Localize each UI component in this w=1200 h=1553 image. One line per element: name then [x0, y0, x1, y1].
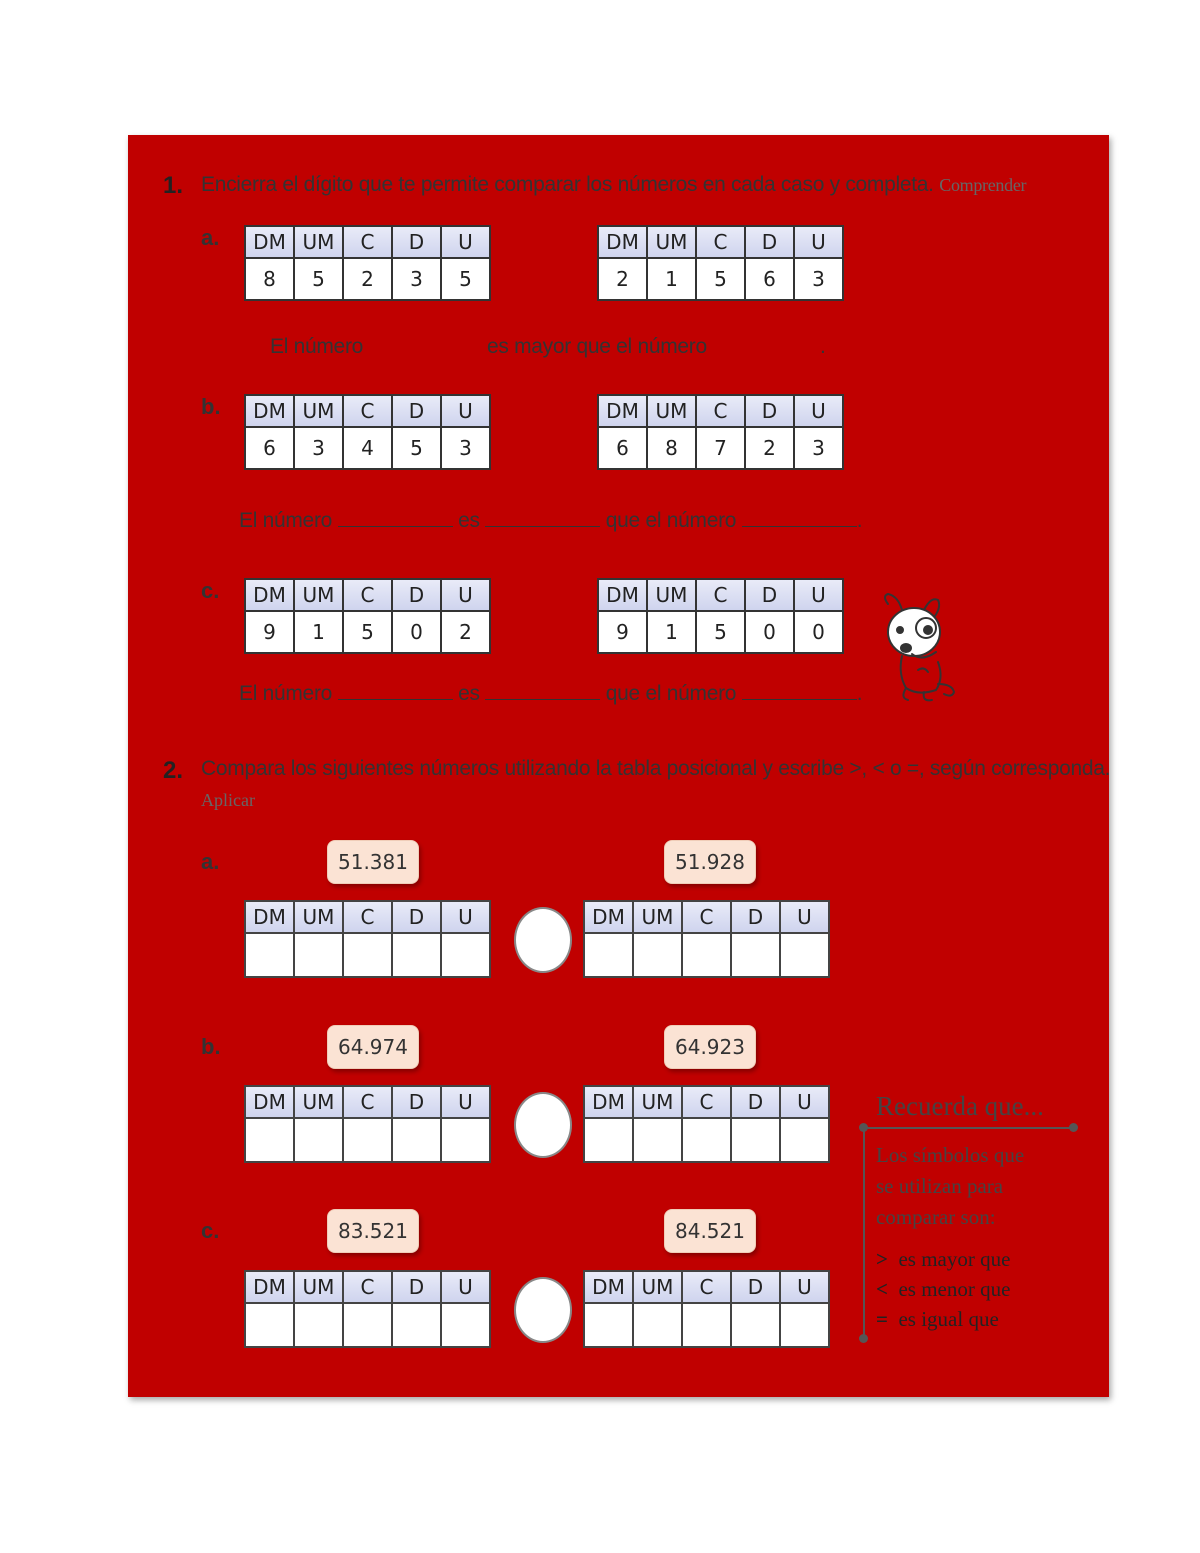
remember-symbols [876, 1244, 1066, 1334]
q1-text: Encierra el dígito que te permite comparar los números en cada caso y completa. [201, 173, 934, 196]
place-value-header: U [780, 1271, 829, 1303]
q1-sentence-a-end: . [820, 335, 826, 358]
remember-body-line: Los símbolos que [876, 1143, 1025, 1167]
place-value-table-left [244, 1270, 491, 1348]
place-value-header: DM [245, 1086, 294, 1118]
place-value-header: DM [584, 1086, 633, 1118]
remember-symbol-row [876, 1244, 1066, 1274]
place-value-table-right [583, 900, 830, 978]
place-value-header: U [780, 1086, 829, 1118]
digit-cell[interactable]: 9 [245, 611, 294, 653]
place-value-header: UM [294, 395, 343, 427]
place-value-header: D [745, 579, 794, 611]
place-value-header: D [392, 579, 441, 611]
digit-cell[interactable]: 1 [647, 258, 696, 300]
digit-cell[interactable]: 2 [598, 258, 647, 300]
sentence-part: que el número [605, 509, 737, 532]
place-value-header: U [794, 226, 843, 258]
remember-body-line: comparar son: [876, 1205, 996, 1229]
place-value-header: U [441, 395, 490, 427]
digit-cell[interactable]: 6 [598, 427, 647, 469]
place-value-table-right [597, 578, 844, 654]
digit-cell[interactable]: 5 [294, 258, 343, 300]
place-value-table-left [244, 1085, 491, 1163]
digit-cell[interactable]: 5 [343, 611, 392, 653]
symbol-meaning: es igual que [898, 1307, 999, 1331]
digit-cell[interactable]: 3 [294, 427, 343, 469]
place-value-header: DM [584, 1271, 633, 1303]
digit-input-cell[interactable] [633, 933, 682, 977]
digit-cell[interactable]: 2 [441, 611, 490, 653]
sentence-part: es [458, 509, 480, 532]
place-value-header: UM [633, 1271, 682, 1303]
q1-sentence [239, 682, 862, 706]
place-value-header: U [441, 901, 490, 933]
answer-blank[interactable] [742, 685, 857, 700]
symbol-meaning: es mayor que [898, 1247, 1011, 1271]
digit-cell[interactable]: 3 [392, 258, 441, 300]
place-value-header: DM [245, 226, 294, 258]
sentence-part: es [458, 682, 480, 705]
number-card-right: 51.928 [664, 840, 756, 884]
number-card-right: 64.923 [664, 1025, 756, 1069]
symbol-glyph: > [876, 1247, 888, 1271]
q1-item-letter: c. [201, 578, 220, 603]
comparison-symbol-circle[interactable] [514, 907, 572, 973]
digit-cell[interactable]: 0 [745, 611, 794, 653]
q1-number: 1. [163, 172, 184, 199]
place-value-header: D [392, 1086, 441, 1118]
q2-item-letter: b. [201, 1034, 221, 1059]
remember-dot-bottom [859, 1334, 868, 1343]
digit-input-cell[interactable] [441, 1118, 490, 1162]
digit-cell[interactable]: 5 [392, 427, 441, 469]
place-value-header: D [392, 395, 441, 427]
q1-sentence [239, 509, 862, 533]
digit-cell[interactable]: 1 [647, 611, 696, 653]
sentence-part: que el número [605, 682, 737, 705]
digit-cell[interactable]: 3 [794, 258, 843, 300]
answer-blank[interactable] [338, 512, 453, 527]
number-card-right: 84.521 [664, 1209, 756, 1253]
digit-cell[interactable]: 5 [441, 258, 490, 300]
remember-rule-horizontal [863, 1127, 1073, 1129]
place-value-table-right [597, 225, 844, 301]
remember-dot-top-right [1069, 1123, 1078, 1132]
place-value-header: DM [245, 1271, 294, 1303]
place-value-header: UM [294, 1271, 343, 1303]
place-value-header: UM [633, 901, 682, 933]
digit-input-cell[interactable] [731, 1303, 780, 1347]
place-value-header: DM [584, 901, 633, 933]
place-value-header: C [696, 395, 745, 427]
sentence-part: . [856, 509, 863, 532]
remember-dot-top-left [859, 1123, 868, 1132]
digit-input-cell[interactable] [584, 1118, 633, 1162]
place-value-header: C [682, 1086, 731, 1118]
digit-cell[interactable]: 1 [294, 611, 343, 653]
digit-input-cell[interactable] [780, 1303, 829, 1347]
place-value-header: C [343, 226, 392, 258]
place-value-header: U [441, 1086, 490, 1118]
place-value-header: U [441, 579, 490, 611]
digit-cell[interactable]: 3 [794, 427, 843, 469]
digit-cell[interactable]: 9 [598, 611, 647, 653]
digit-input-cell[interactable] [731, 1118, 780, 1162]
place-value-header: D [731, 1086, 780, 1118]
digit-input-cell[interactable] [392, 933, 441, 977]
q1-sentence-a-start: El número [270, 335, 364, 358]
digit-cell[interactable]: 8 [245, 258, 294, 300]
digit-cell[interactable]: 6 [745, 258, 794, 300]
place-value-header: C [696, 579, 745, 611]
answer-blank[interactable] [485, 685, 600, 700]
place-value-header: C [682, 901, 731, 933]
digit-input-cell[interactable] [294, 933, 343, 977]
place-value-table-right [583, 1085, 830, 1163]
digit-input-cell[interactable] [245, 1303, 294, 1347]
digit-input-cell[interactable] [392, 1118, 441, 1162]
place-value-header: UM [294, 226, 343, 258]
digit-input-cell[interactable] [392, 1303, 441, 1347]
place-value-header: D [392, 226, 441, 258]
place-value-header: UM [633, 1086, 682, 1118]
place-value-header: UM [647, 395, 696, 427]
place-value-header: UM [294, 1086, 343, 1118]
place-value-header: D [731, 901, 780, 933]
place-value-header: D [745, 226, 794, 258]
place-value-header: D [745, 395, 794, 427]
remember-body [876, 1140, 1066, 1233]
digit-input-cell[interactable] [441, 933, 490, 977]
q1-skill-tag: Comprender [939, 175, 1027, 195]
place-value-header: DM [598, 395, 647, 427]
place-value-header: UM [647, 226, 696, 258]
q2-item-letter: c. [201, 1218, 220, 1243]
cartoon-dog-icon [878, 592, 960, 704]
q2-item-letter: a. [201, 849, 220, 874]
place-value-header: C [343, 395, 392, 427]
answer-blank[interactable] [485, 512, 600, 527]
digit-input-cell[interactable] [682, 1303, 731, 1347]
sentence-part: . [856, 682, 863, 705]
digit-input-cell[interactable] [633, 1118, 682, 1162]
q1-sentence-a-middle: es mayor que el número [487, 335, 707, 358]
remember-symbol-row [876, 1274, 1066, 1304]
place-value-header: C [343, 1271, 392, 1303]
q1-item-letter: a. [201, 225, 220, 250]
place-value-header: UM [647, 579, 696, 611]
answer-blank[interactable] [742, 512, 857, 527]
place-value-header: DM [598, 579, 647, 611]
place-value-table-left [244, 578, 491, 654]
digit-input-cell[interactable] [584, 933, 633, 977]
place-value-header: UM [294, 901, 343, 933]
place-value-header: C [682, 1271, 731, 1303]
digit-cell[interactable]: 2 [745, 427, 794, 469]
digit-cell[interactable]: 0 [392, 611, 441, 653]
symbol-glyph: = [876, 1307, 888, 1331]
place-value-header: DM [598, 226, 647, 258]
digit-input-cell[interactable] [343, 1118, 392, 1162]
digit-input-cell[interactable] [682, 933, 731, 977]
place-value-header: C [343, 1086, 392, 1118]
digit-input-cell[interactable] [343, 933, 392, 977]
digit-cell[interactable]: 2 [343, 258, 392, 300]
digit-input-cell[interactable] [780, 933, 829, 977]
digit-input-cell[interactable] [780, 1118, 829, 1162]
place-value-header: D [392, 1271, 441, 1303]
digit-input-cell[interactable] [682, 1118, 731, 1162]
number-card-left: 83.521 [327, 1209, 419, 1253]
digit-input-cell[interactable] [294, 1303, 343, 1347]
remember-symbol-row [876, 1304, 1066, 1334]
place-value-header: D [731, 1271, 780, 1303]
digit-cell[interactable]: 0 [794, 611, 843, 653]
comparison-symbol-circle[interactable] [514, 1092, 572, 1158]
digit-cell[interactable]: 5 [696, 258, 745, 300]
place-value-header: DM [245, 579, 294, 611]
place-value-table-left [244, 394, 491, 470]
digit-cell[interactable]: 4 [343, 427, 392, 469]
number-card-left: 64.974 [327, 1025, 419, 1069]
place-value-header: C [696, 226, 745, 258]
remember-title: Recuerda que... [876, 1091, 1044, 1121]
place-value-header: U [441, 1271, 490, 1303]
place-value-table-right [597, 394, 844, 470]
digit-input-cell[interactable] [245, 1118, 294, 1162]
remember-body-line: se utilizan para [876, 1174, 1004, 1198]
place-value-table-left [244, 900, 491, 978]
place-value-header: C [343, 901, 392, 933]
digit-input-cell[interactable] [441, 1303, 490, 1347]
place-value-header: DM [245, 901, 294, 933]
digit-cell[interactable]: 5 [696, 611, 745, 653]
comparison-symbol-circle[interactable] [514, 1277, 572, 1343]
place-value-header: C [343, 579, 392, 611]
q1-item-letter: b. [201, 394, 221, 419]
q2-number: 2. [163, 757, 184, 784]
digit-cell[interactable]: 6 [245, 427, 294, 469]
place-value-header: U [441, 226, 490, 258]
digit-input-cell[interactable] [245, 933, 294, 977]
digit-cell[interactable]: 8 [647, 427, 696, 469]
place-value-header: U [794, 395, 843, 427]
q2-skill-tag: Aplicar [201, 790, 255, 810]
answer-blank[interactable] [338, 685, 453, 700]
digit-input-cell[interactable] [633, 1303, 682, 1347]
q1-instructions [201, 173, 1026, 197]
place-value-header: U [780, 901, 829, 933]
digit-cell[interactable]: 7 [696, 427, 745, 469]
symbol-meaning: es menor que [898, 1277, 1011, 1301]
sentence-part: El número [239, 509, 333, 532]
place-value-table-right [583, 1270, 830, 1348]
place-value-header: D [392, 901, 441, 933]
digit-cell[interactable]: 3 [441, 427, 490, 469]
place-value-header: UM [294, 579, 343, 611]
q2-text: Compara los siguientes números utilizando la tabla posicional y escribe >, < o =, según corresponda. [201, 757, 1111, 780]
digit-input-cell[interactable] [294, 1118, 343, 1162]
place-value-header: U [794, 579, 843, 611]
symbol-glyph: < [876, 1277, 888, 1301]
place-value-header: DM [245, 395, 294, 427]
number-card-left: 51.381 [327, 840, 419, 884]
sentence-part: El número [239, 682, 333, 705]
digit-input-cell[interactable] [584, 1303, 633, 1347]
digit-input-cell[interactable] [731, 933, 780, 977]
place-value-table-left [244, 225, 491, 301]
digit-input-cell[interactable] [343, 1303, 392, 1347]
remember-rule-vertical [863, 1127, 865, 1340]
